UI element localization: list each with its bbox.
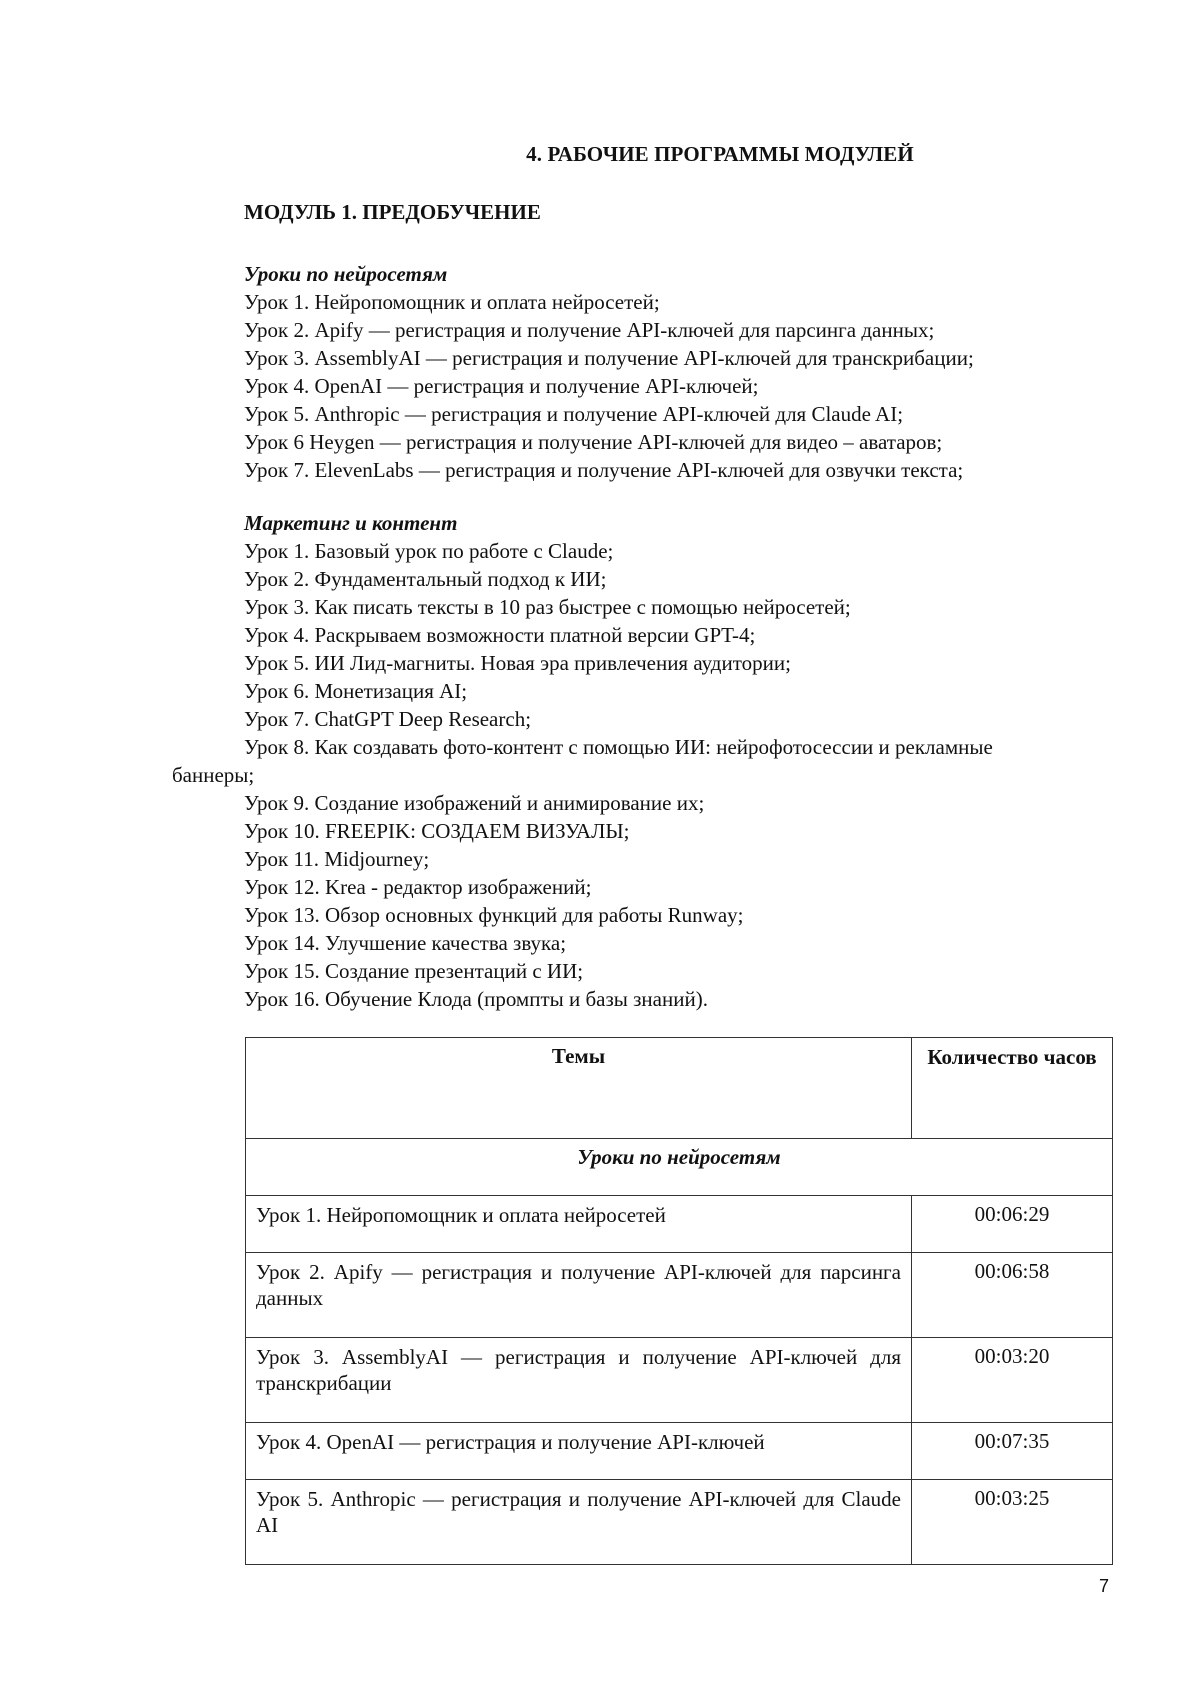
lesson-item: Урок 5. Anthropic — регистрация и получение API-ключей для Claude AI; — [244, 402, 904, 426]
section-title: Уроки по нейросетям — [244, 262, 448, 286]
lesson-item: Урок 16. Обучение Клода (промпты и базы знаний). — [244, 987, 708, 1011]
lesson-item: Урок 15. Создание презентаций с ИИ; — [244, 959, 584, 983]
lesson-item: Урок 2. Фундаментальный подход к ИИ; — [244, 567, 607, 591]
lesson-item: Урок 3. AssemblyAI — регистрация и получение API-ключей для транскрибации; — [244, 346, 974, 370]
cell-hours: 00:06:29 — [912, 1196, 1113, 1253]
section-marketing-lessons — [172, 509, 1124, 1013]
lesson-item: Урок 4. OpenAI — регистрация и получение API-ключей; — [244, 374, 759, 398]
lesson-item: Урок 4. Раскрываем возможности платной версии GPT-4; — [244, 623, 756, 647]
lesson-item: Урок 11. Midjourney; — [244, 847, 430, 871]
cell-hours: 00:07:35 — [912, 1423, 1113, 1480]
table-row — [246, 1480, 1113, 1565]
cell-topic: Урок 5. Anthropic — регистрация и получение API-ключей для Claude AI — [246, 1480, 912, 1565]
lesson-item: Урок 6. Монетизация AI; — [244, 679, 468, 703]
section-title: Маркетинг и контент — [244, 511, 458, 535]
lesson-item: Урок 7. ChatGPT Deep Research; — [244, 707, 532, 731]
lesson-item: Урок 1. Нейропомощник и оплата нейросетей; — [244, 290, 660, 314]
lesson-item: Урок 14. Улучшение качества звука; — [244, 931, 567, 955]
lesson-item: Урок 6 Heygen — регистрация и получение API-ключей для видео – аватаров; — [244, 430, 943, 454]
lesson-item — [172, 733, 1124, 789]
cell-topic: Урок 4. OpenAI — регистрация и получение API-ключей — [246, 1423, 912, 1480]
lesson-item: Урок 7. ElevenLabs — регистрация и получение API-ключей для озвучки текста; — [244, 458, 964, 482]
table-header-row — [246, 1038, 1113, 1139]
cell-hours: 00:03:25 — [912, 1480, 1113, 1565]
lesson-item: Урок 10. FREEPIK: СОЗДАЕМ ВИЗУАЛЫ; — [244, 819, 630, 843]
table-section-row — [246, 1139, 1113, 1196]
table-row — [246, 1196, 1113, 1253]
header-hours: Количество часов — [912, 1038, 1113, 1139]
table-row — [246, 1338, 1113, 1423]
lesson-item: Урок 2. Apify — регистрация и получение API-ключей для парсинга данных; — [244, 318, 935, 342]
lesson-text: Урок 8. Как создавать фото-контент с помощью ИИ: нейрофотосессии и рекламные баннеры; — [172, 735, 993, 787]
table-row — [246, 1253, 1113, 1338]
section-neuro-lessons — [244, 260, 1124, 484]
cell-hours: 00:03:20 — [912, 1338, 1113, 1423]
cell-hours: 00:06:58 — [912, 1253, 1113, 1338]
lesson-item: Урок 5. ИИ Лид-магниты. Новая эра привлечения аудитории; — [244, 651, 791, 675]
lesson-item: Урок 1. Базовый урок по работе с Claude; — [244, 539, 614, 563]
page-number: 7 — [1099, 1576, 1110, 1596]
table-section-title: Уроки по нейросетям — [246, 1139, 1113, 1196]
cell-topic: Урок 3. AssemblyAI — регистрация и получение API-ключей для транскрибации — [246, 1338, 912, 1423]
cell-topic: Урок 1. Нейропомощник и оплата нейросетей — [246, 1196, 912, 1253]
module-title: МОДУЛЬ 1. ПРЕДОБУЧЕНИЕ — [244, 200, 541, 224]
lesson-item: Урок 3. Как писать тексты в 10 раз быстрее с помощью нейросетей; — [244, 595, 851, 619]
table-row — [246, 1423, 1113, 1480]
hours-table — [245, 1037, 1113, 1565]
page-heading: 4. РАБОЧИЕ ПРОГРАММЫ МОДУЛЕЙ — [526, 142, 914, 166]
lesson-item: Урок 9. Создание изображений и анимирование их; — [244, 791, 705, 815]
header-topics: Темы — [246, 1038, 912, 1139]
cell-topic: Урок 2. Apify — регистрация и получение API-ключей для парсинга данных — [246, 1253, 912, 1338]
lesson-item: Урок 13. Обзор основных функций для работы Runway; — [244, 903, 744, 927]
lesson-item: Урок 12. Krea - редактор изображений; — [244, 875, 592, 899]
